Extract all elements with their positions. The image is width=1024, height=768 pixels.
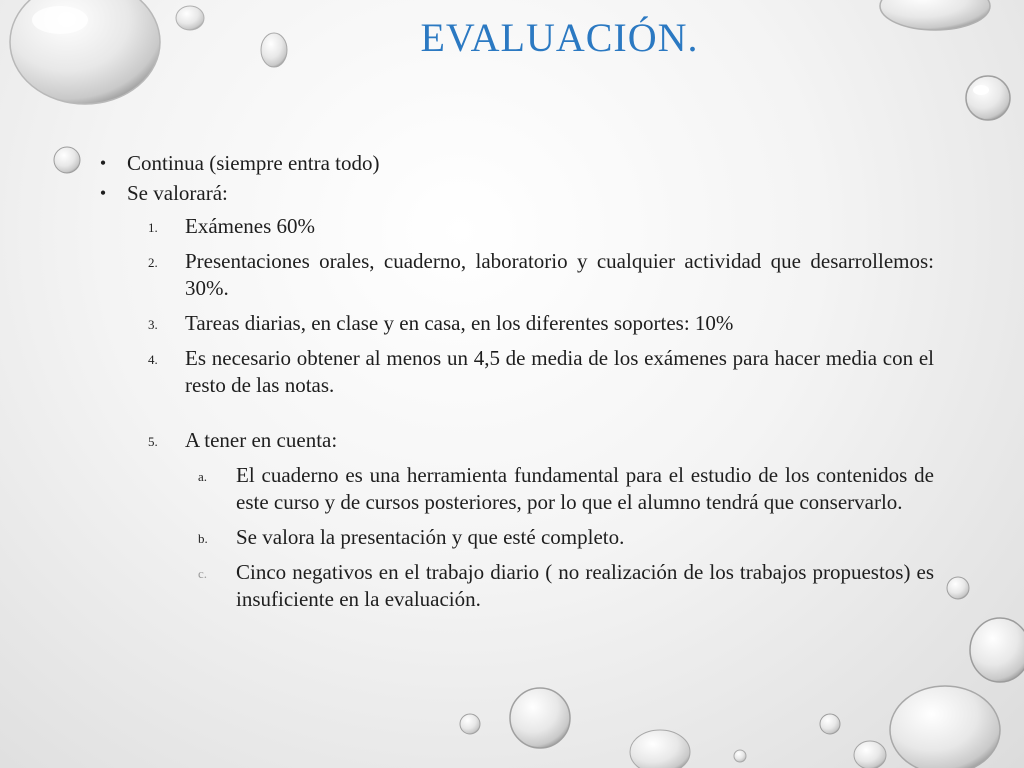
drop-bottom-tiny	[734, 750, 746, 762]
letter-marker: c.	[198, 566, 208, 581]
bullet-marker: •	[99, 153, 107, 173]
lettered-text: Cinco negativos en el trabajo diario ( no realización de los trabajos propuestos) es insuficiente en la evaluación.	[236, 560, 934, 611]
drop-bottom-right-large	[890, 686, 1000, 768]
numbered-item	[92, 248, 934, 302]
number-marker: 3.	[148, 317, 158, 332]
bullet-marker: •	[99, 183, 107, 203]
numbered-item	[92, 310, 934, 337]
lettered-text: Se valora la presentación y que esté completo.	[236, 525, 625, 549]
lettered-item	[92, 524, 934, 551]
bullet-text: Continua (siempre entra todo)	[127, 151, 380, 175]
letter-marker: b.	[198, 531, 208, 546]
bullet-item	[92, 180, 934, 207]
numbered-text: Presentaciones orales, cuaderno, laboratorio y cualquier actividad que desarrollemos: 30%.	[185, 249, 934, 300]
lettered-item	[92, 559, 934, 613]
number-marker: 4.	[148, 352, 158, 367]
lettered-item	[92, 462, 934, 516]
drop-right-small	[947, 577, 969, 599]
numbered-text: Exámenes 60%	[185, 214, 316, 238]
number-marker: 2.	[148, 255, 158, 270]
lettered-text: El cuaderno es una herramienta fundamental para el estudio de los contenidos de este curso y de cursos posteriores, por lo que el alumno tendrá que conservarlo.	[236, 463, 934, 514]
drop-right-medium	[966, 76, 1010, 120]
drop-bottom-center-right	[630, 730, 690, 768]
numbered-text: Tareas diarias, en clase y en casa, en los diferentes soportes: 10%	[185, 311, 734, 335]
slide-title: EVALUACIÓN.	[420, 15, 699, 60]
number-marker: 5.	[148, 434, 158, 449]
numbered-text: Es necesario obtener al menos un 4,5 de media de los exámenes para hacer media con el resto de las notas.	[185, 346, 934, 397]
letter-marker: a.	[198, 469, 208, 484]
drop-bottom-center-large	[510, 688, 570, 748]
bullet-text: Se valorará:	[127, 181, 228, 205]
drop-bottom-right-small	[820, 714, 840, 734]
numbered-item	[92, 427, 934, 454]
number-marker: 1.	[148, 220, 158, 235]
slide-body	[92, 150, 934, 613]
bullet-item	[92, 150, 934, 177]
numbered-item	[92, 213, 934, 240]
numbered-item	[92, 345, 934, 399]
drop-bottom-right-mid	[854, 741, 886, 768]
drop-right-mid	[970, 618, 1024, 682]
numbered-text: A tener en cuenta:	[185, 428, 338, 452]
drop-bottom-left-small	[460, 714, 480, 734]
drop-left-bullet	[54, 147, 80, 173]
